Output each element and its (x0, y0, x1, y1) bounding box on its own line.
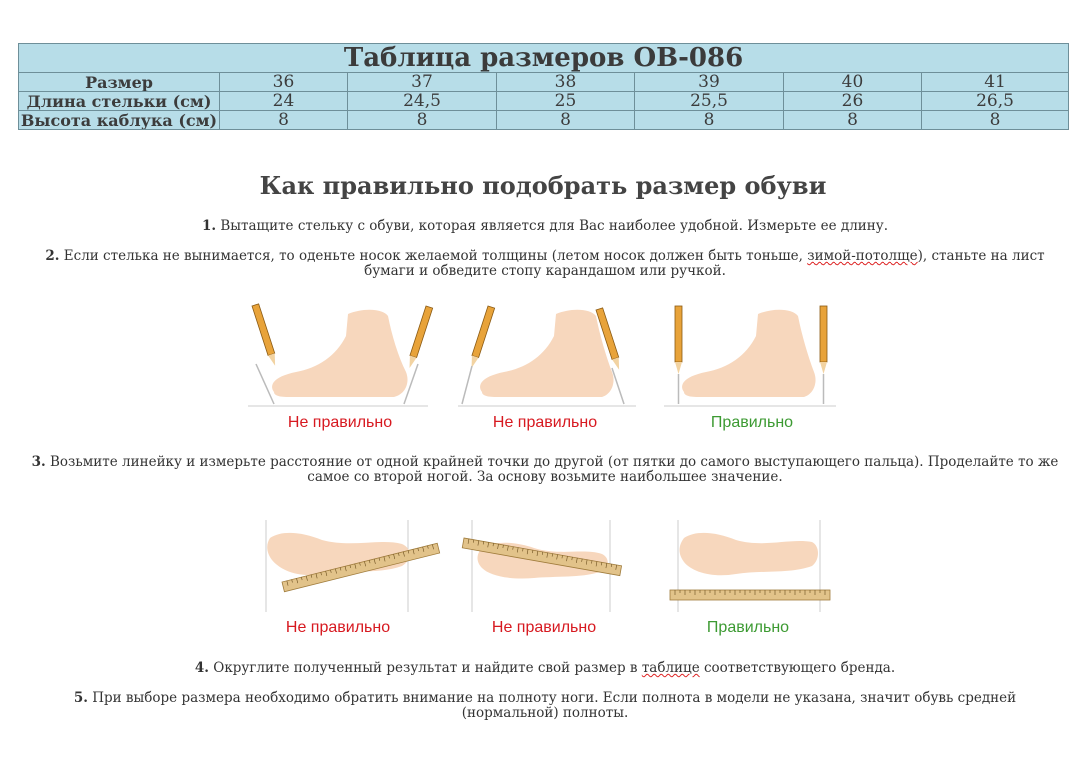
guide-heading: Как правильно подобрать размер обуви (259, 171, 827, 200)
row-label-size: Размер (19, 73, 220, 92)
foot-icon (680, 533, 819, 575)
pencil-icon (820, 306, 827, 374)
ruler-icon (670, 590, 830, 600)
tracing-caption-wrong: Не правильно (492, 414, 598, 431)
step-number: 2. (45, 248, 60, 264)
table-cell: 38 (497, 73, 635, 92)
table-row (19, 111, 1069, 130)
table-cell: 37 (348, 73, 497, 92)
table-cell: 8 (784, 111, 922, 130)
size-table (18, 43, 1069, 130)
table-row (19, 92, 1069, 111)
table-cell: 8 (348, 111, 497, 130)
table-cell: 8 (922, 111, 1069, 130)
step-number: 1. (201, 218, 217, 234)
step-text: ), станьте на лист бумаги и обведите стопу карандашом или ручкой. (364, 248, 1045, 279)
step-number: 4. (194, 660, 209, 676)
foot-icon (480, 310, 613, 397)
pencil-icon (675, 306, 682, 374)
step-1 (30, 219, 1060, 234)
step-2 (30, 249, 1060, 279)
pencil-icon (468, 306, 494, 369)
tracing-right (660, 300, 840, 412)
step-text: Возьмите линейку и измерьте расстояние от одной крайней точки до другой (от пятки до самого выступающего пальца). Проделайте то же самое со второй ногой. За основу возьмите наибольшее значение. (45, 454, 1059, 485)
table-cell: 41 (922, 73, 1069, 92)
ruler-wrong-2 (460, 518, 630, 614)
table-cell: 8 (220, 111, 348, 130)
table-cell: 39 (635, 73, 784, 92)
table-title: Таблица размеров ОВ-086 (19, 44, 1069, 73)
row-label-insole-length: Длина стельки (см) (19, 92, 220, 111)
tracing-wrong-2 (452, 300, 642, 412)
table-cell: 26,5 (922, 92, 1069, 111)
step-number: 3. (31, 454, 46, 470)
pencil-icon (252, 304, 278, 367)
step-text: Округлите полученный результат и найдите свой размер в (208, 660, 642, 676)
tracing-caption-wrong: Не правильно (287, 414, 393, 431)
ruler-caption-wrong: Не правильно (491, 619, 597, 636)
table-row (19, 73, 1069, 92)
table-cell: 26 (784, 92, 922, 111)
step-text: Если стелька не вынимается, то оденьте носок желаемой толщины (летом носок должен быть тоньше, (59, 248, 808, 264)
step-text-spellcheck: таблице (641, 660, 700, 676)
step-4 (30, 661, 1060, 676)
table-cell: 25 (497, 92, 635, 111)
step-text: При выборе размера необходимо обратить внимание на полноту ноги. Если полнота в модели не указана, значит обувь средней (нормальной) полноты. (87, 690, 1017, 721)
tracing-wrong-1 (238, 300, 438, 412)
row-label-heel-height: Высота каблука (см) (19, 111, 220, 130)
ruler-caption-wrong: Не правильно (285, 619, 391, 636)
ruler-caption-right: Правильно (706, 619, 790, 636)
table-cell: 8 (635, 111, 784, 130)
step-3 (30, 455, 1060, 485)
table-cell: 40 (784, 73, 922, 92)
table-cell: 24,5 (348, 92, 497, 111)
table-cell: 25,5 (635, 92, 784, 111)
step-text: Вытащите стельку с обуви, которая является для Вас наиболее удобной. Измерьте ее длину. (216, 218, 889, 234)
step-number: 5. (73, 690, 88, 706)
table-cell: 24 (220, 92, 348, 111)
step-5 (30, 691, 1060, 721)
step-text: соответствующего бренда. (699, 660, 896, 676)
pencil-icon (406, 306, 432, 369)
tracing-caption-right: Правильно (710, 414, 794, 431)
table-cell: 8 (497, 111, 635, 130)
ruler-wrong-1 (262, 518, 442, 614)
step-text-spellcheck: зимой-потолще (807, 248, 918, 264)
ruler-right (666, 518, 836, 614)
table-cell: 36 (220, 73, 348, 92)
foot-icon (272, 310, 407, 397)
foot-icon (682, 310, 815, 397)
